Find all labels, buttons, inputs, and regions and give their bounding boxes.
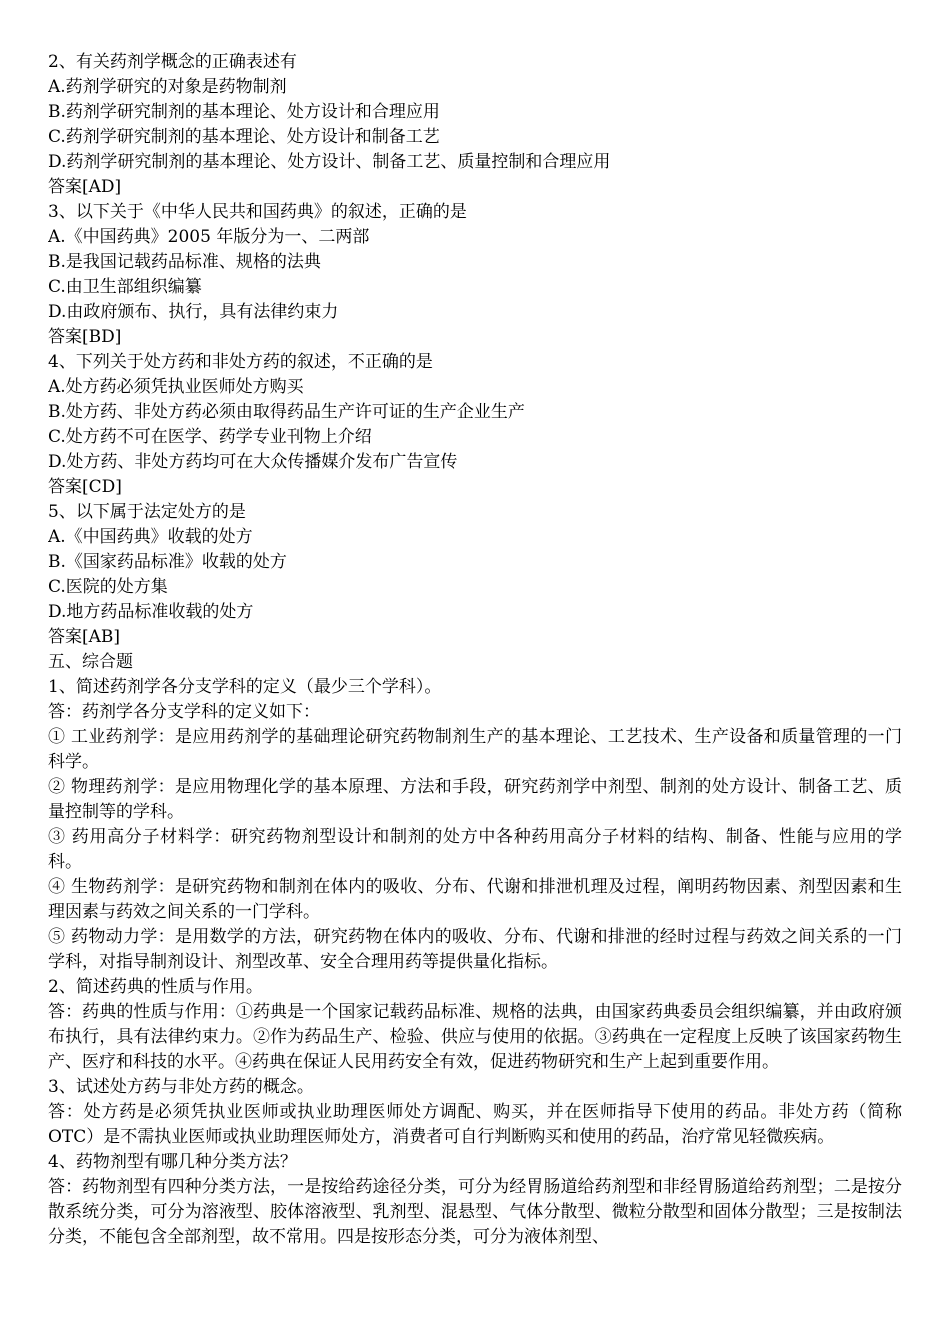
- question-4-option-a: A.处方药必须凭执业医师处方购买: [48, 377, 304, 397]
- essay-2-question: 2、简述药典的性质与作用。: [48, 977, 263, 997]
- question-2-option-b: B.药剂学研究制剂的基本理论、处方设计和合理应用: [48, 102, 440, 122]
- essay-1-item-4: ④ 生物药剂学：是研究药物和制剂在体内的吸收、分布、代谢和排泄机理及过程，阐明药物因素、剂型因素和生理因素与药效之间关系的一门学科。: [48, 877, 902, 922]
- question-2-option-c: C.药剂学研究制剂的基本理论、处方设计和制备工艺: [48, 127, 440, 147]
- question-4-option-d: D.处方药、非处方药均可在大众传播媒介发布广告宣传: [48, 452, 458, 472]
- essay-1-item-3: ③ 药用高分子材料学：研究药物剂型设计和制剂的处方中各种药用高分子材料的结构、制备、性能与应用的学科。: [48, 827, 902, 872]
- question-4-option-c: C.处方药不可在医学、药学专业刊物上介绍: [48, 427, 372, 447]
- question-2-stem: 2、有关药剂学概念的正确表述有: [48, 52, 297, 72]
- question-5-option-c: C.医院的处方集: [48, 577, 168, 597]
- question-5-option-b: B.《国家药品标准》收载的处方: [48, 552, 287, 572]
- essay-1-item-2: ② 物理药剂学：是应用物理化学的基本原理、方法和手段，研究药剂学中剂型、制剂的处方设计、制备工艺、质量控制等的学科。: [48, 777, 902, 822]
- question-5-option-d: D.地方药品标准收载的处方: [48, 602, 254, 622]
- question-3-option-a: A.《中国药典》2005 年版分为一、二两部: [48, 227, 370, 247]
- question-4-stem: 4、下列关于处方药和非处方药的叙述，不正确的是: [48, 352, 433, 372]
- question-3-option-b: B.是我国记载药品标准、规格的法典: [48, 252, 321, 272]
- question-3-answer: 答案[BD]: [48, 327, 122, 347]
- question-3-option-d: D.由政府颁布、执行，具有法律约束力: [48, 302, 339, 322]
- essay-1-item-1: ① 工业药剂学：是应用药剂学的基础理论研究药物制剂生产的基本理论、工艺技术、生产设备和质量管理的一门科学。: [48, 727, 902, 772]
- essay-1-item-5: ⑤ 药物动力学：是用数学的方法，研究药物在体内的吸收、分布、代谢和排泄的经时过程与药效之间关系的一门学科，对指导制剂设计、剂型改革、安全合理用药等提供量化指标。: [48, 927, 902, 972]
- question-2-option-d: D.药剂学研究制剂的基本理论、处方设计、制备工艺、质量控制和合理应用: [48, 152, 611, 172]
- essay-2-answer: 答：药典的性质与作用：①药典是一个国家记载药品标准、规格的法典，由国家药典委员会组织编纂，并由政府颁布执行，具有法律约束力。②作为药品生产、检验、供应与使用的依据。③药典在一定程度上反映了该国家药物生产、医疗和科技的水平。④药典在保证人民用药安全有效，促进药物研究和生产上起到重要作用。: [48, 1002, 902, 1072]
- question-3-stem: 3、以下关于《中华人民共和国药典》的叙述，正确的是: [48, 202, 467, 222]
- essay-1-question: 1、简述药剂学各分支学科的定义（最少三个学科）。: [48, 677, 442, 697]
- question-5-stem: 5、以下属于法定处方的是: [48, 502, 246, 522]
- essay-3-question: 3、试述处方药与非处方药的概念。: [48, 1077, 314, 1097]
- essay-1-answer-intro: 答：药剂学各分支学科的定义如下：: [48, 702, 320, 722]
- question-4-option-b: B.处方药、非处方药必须由取得药品生产许可证的生产企业生产: [48, 402, 525, 422]
- essay-4-answer: 答：药物剂型有四种分类方法，一是按给药途径分类，可分为经胃肠道给药剂型和非经胃肠道给药剂型；二是按分散系统分类，可分为溶液型、胶体溶液型、乳剂型、混悬型、气体分散型、微粒分散型和固体分散型；三是按制法分类，不能包含全部剂型，故不常用。四是按形态分类，可分为液体剂型、: [48, 1177, 902, 1247]
- question-2-answer: 答案[AD]: [48, 177, 122, 197]
- essay-4-question: 4、药物剂型有哪几种分类方法？: [48, 1152, 297, 1172]
- question-3-option-c: C.由卫生部组织编纂: [48, 277, 202, 297]
- question-2-option-a: A.药剂学研究的对象是药物制剂: [48, 77, 287, 97]
- question-4-answer: 答案[CD]: [48, 477, 122, 497]
- question-5-option-a: A.《中国药典》收载的处方: [48, 527, 253, 547]
- section-heading: 五、综合题: [48, 652, 133, 672]
- essay-3-answer: 答：处方药是必须凭执业医师或执业助理医师处方调配、购买，并在医师指导下使用的药品。非处方药（简称 OTC）是不需执业医师或执业助理医师处方，消费者可自行判断购买和使用的药品，治疗常见轻微疾病。: [48, 1102, 902, 1147]
- question-5-answer: 答案[AB]: [48, 627, 121, 647]
